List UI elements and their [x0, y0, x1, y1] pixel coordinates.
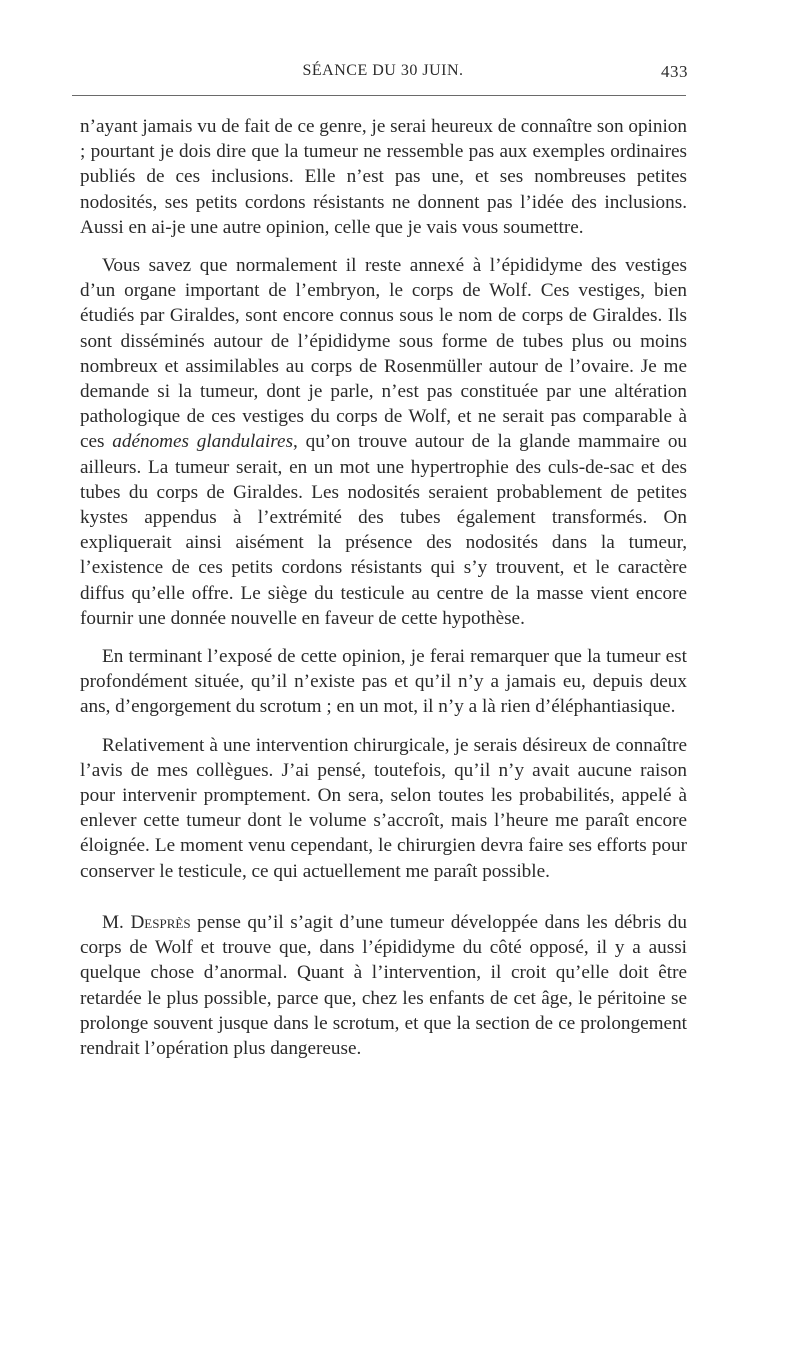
page-number: 433	[661, 62, 688, 81]
paragraph-2-text-after: , qu’on trouve autour de la glande mammaire ou ailleurs. La tumeur serait, en un mot une hypertrophie des culs-de-sac et des tubes du corps de Giraldes. Les nodosités seraient probablement de petites kystes appendus à l’extrémité des tubes également transformés. On expliquerait ainsi aisément la présence des nodosités dans la tumeur, l’existence de ces petits cordons résistants qui s’y trouvent, et le caractère diffus qu’elle offre. Le siège du testicule au centre de la masse vient encore fournir une donnée nouvelle en faveur de cette hypothèse.	[80, 431, 688, 629]
page-header	[78, 62, 688, 86]
paragraph-2-emphasis: adénomes glandulaires	[112, 431, 294, 453]
paragraph-3: En terminant l’exposé de cette opinion, je ferai remarquer que la tumeur est profondément située, qu’il n’existe pas et qu’il n’y a jamais eu, depuis deux ans, d’engorgement du scrotum ; en un mot, il n’y a là rien d’éléphantiasique.	[80, 646, 687, 718]
speaker-prefix: M.	[102, 911, 131, 933]
paragraph-2	[80, 253, 687, 631]
body-text	[80, 114, 687, 1074]
header-rule	[72, 95, 686, 96]
paragraph-2-text-before: Vous savez que normalement il reste annexé à l’épididyme des vestiges d’un organe important de l’embryon, le corps de Wolf. Ces vestiges, bien étudiés par Giraldes, sont encore connus sous le nom de corps de Giraldes. Ils sont disséminés autour de l’épididyme sous forme de tubes plus ou moins nombreux et assimilables au corps de Rosenmüller autour de l’ovaire. Je me demande si la tumeur, dont je parle, n’est pas constituée par une altération pathologique de ces vestiges du corps de Wolf, et ne serait pas comparable à ces	[80, 255, 687, 453]
paragraph-4: Relativement à une intervention chirurgicale, je serais désireux de connaître l’avis de mes collègues. J’ai pensé, toutefois, qu’il n’y avait aucune raison pour intervenir promptement. On sera, selon toutes les probabilités, appelé à enlever cette tumeur dont le volume s’accroît, mais l’heure me paraît encore éloignée. Le moment venu cependant, le chirurgien devra faire ses efforts pour conserver le testicule, ce qui actuellement me paraît possible.	[80, 734, 687, 882]
speaker-name: Desprès	[130, 911, 191, 933]
running-title: SÉANCE DU 30 JUIN.	[302, 62, 464, 79]
paragraph-5	[80, 910, 687, 1061]
paragraph-1: n’ayant jamais vu de fait de ce genre, je serai heureux de connaître son opinion ; pourtant je dois dire que la tumeur ne ressemble pas aux exemples ordinaires publiés de ces inclusions. Elle n’est pas une, et ses nombreuses petites nodosités, ses petits cordons résistants ne donnent pas l’idée des inclusions. Aussi en ai-je une autre opinion, celle que je vais vous soumettre.	[80, 116, 687, 238]
paragraph-5-text: pense qu’il s’agit d’une tumeur développée dans les débris du corps de Wolf et trouve que, dans l’épididyme du côté opposé, il y a aussi quelque chose d’anormal. Quant à l’intervention, il croit qu’elle doit être retardée le plus possible, parce que, chez les enfants de cet âge, le péritoine se prolonge souvent jusque dans le scrotum, et que la section de ce prolongement rendrait l’opération plus dangereuse.	[80, 911, 687, 1059]
